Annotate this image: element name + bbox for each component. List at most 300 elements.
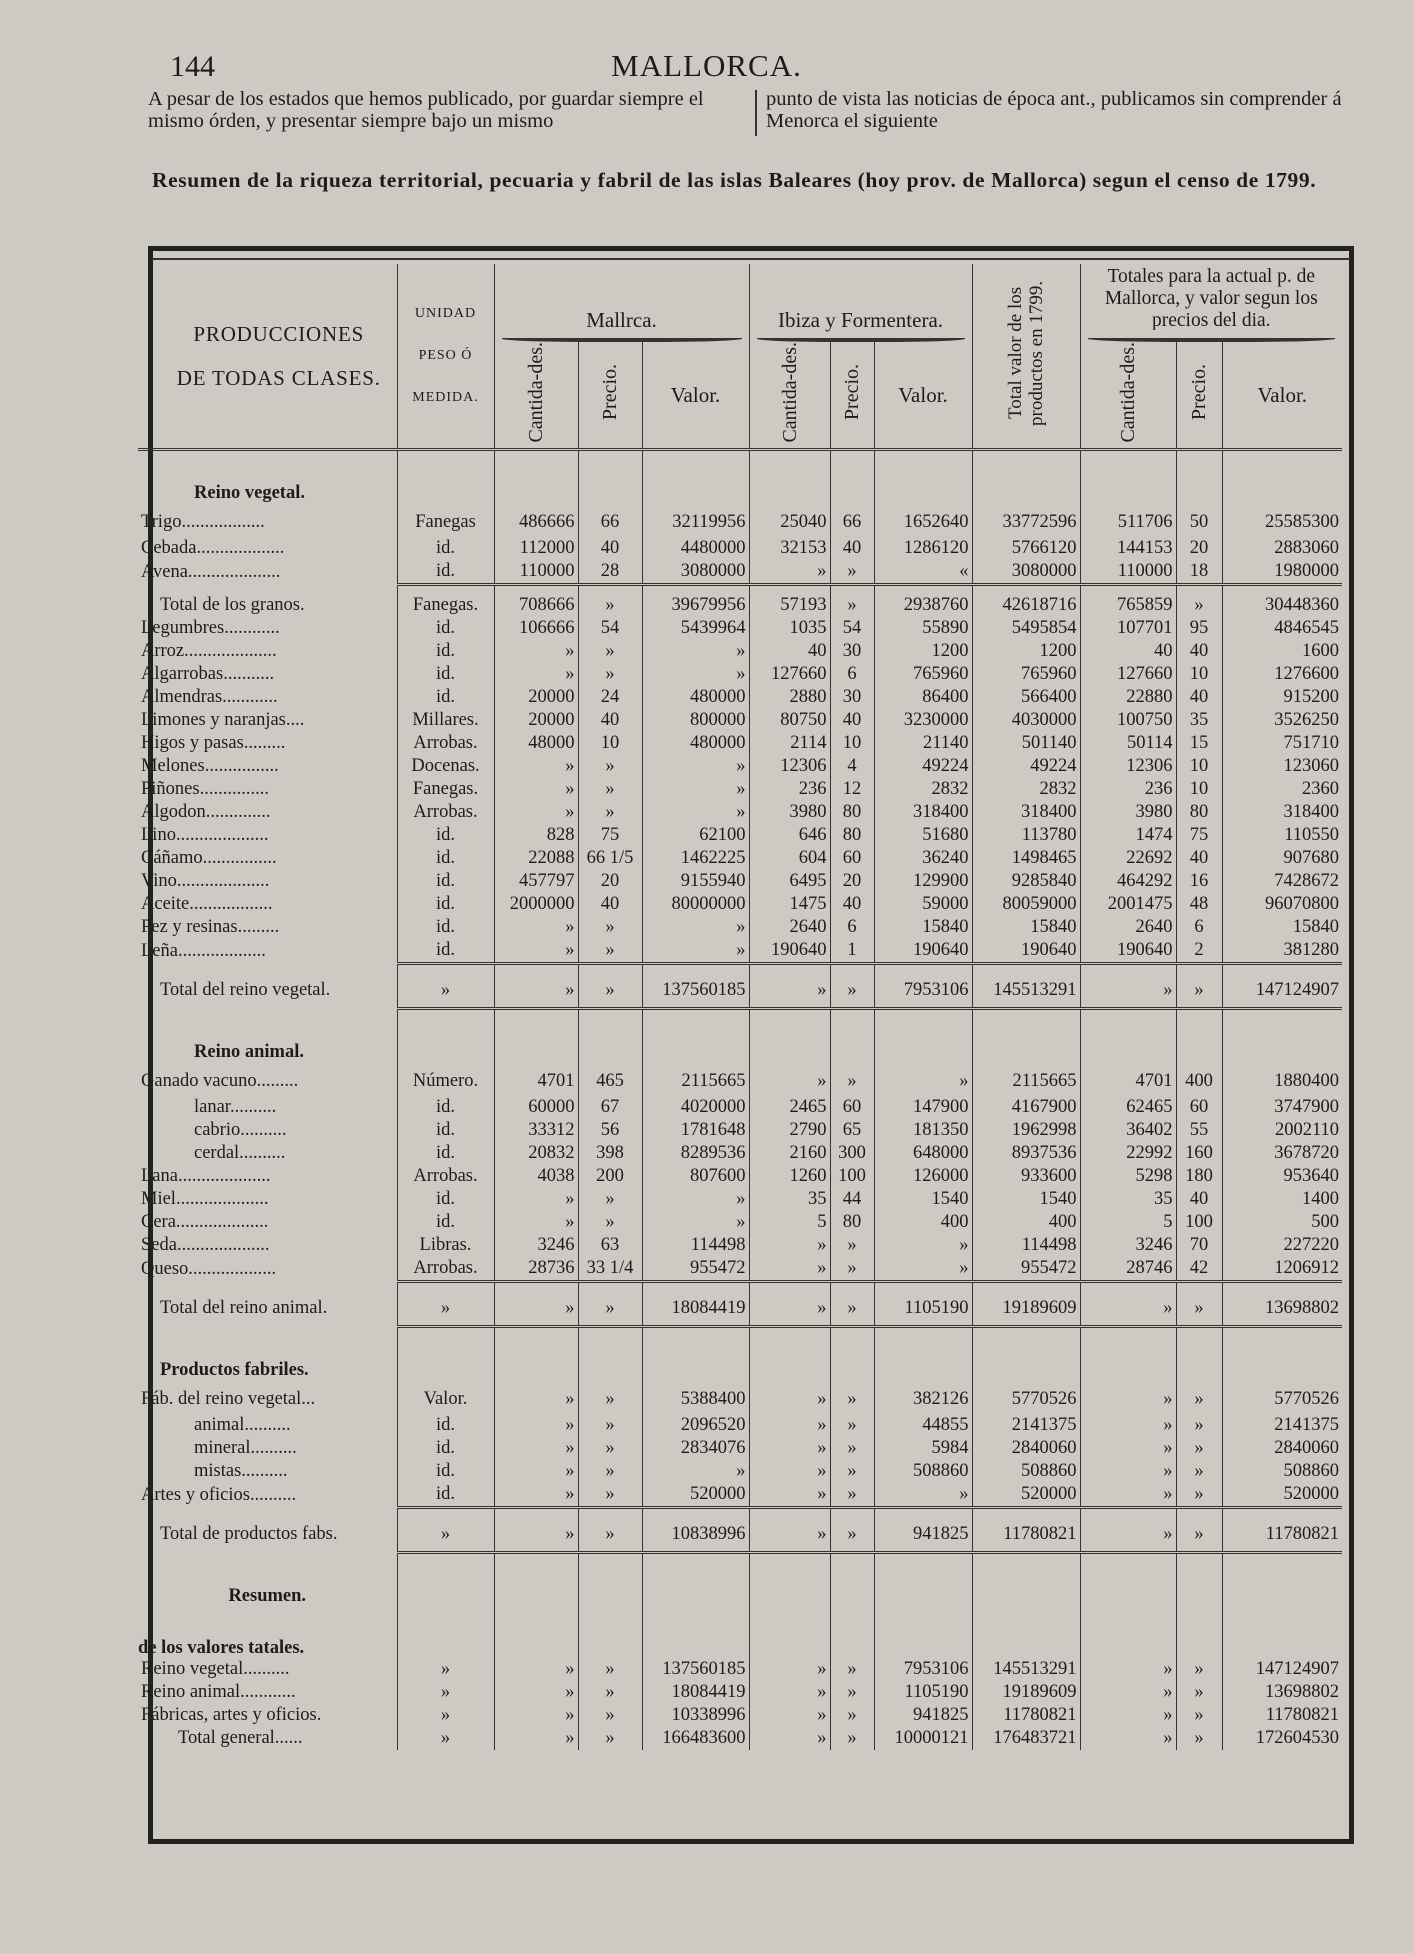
cell-mallorca-precio: » — [578, 1681, 642, 1704]
cell-actual-precio: 40 — [1176, 686, 1222, 709]
cell-total-valor-1799: 1540 — [972, 1188, 1080, 1211]
cell-mallorca-valor: » — [642, 1460, 749, 1483]
cell-total-valor-1799: 5770526 — [972, 1384, 1080, 1414]
cell-mallorca-precio: » — [578, 778, 642, 801]
cell-ibiza-precio: 80 — [830, 801, 874, 824]
column-divider — [755, 90, 757, 136]
header-cantidades — [494, 342, 578, 449]
cell-mallorca-valor: 807600 — [642, 1165, 749, 1188]
cell-producto: Melones................ — [141, 756, 279, 777]
cell-actual-precio: 100 — [1176, 1211, 1222, 1234]
cell-mallorca-cantidad: » — [494, 1460, 578, 1483]
cell-ibiza-valor: 400 — [874, 1211, 972, 1234]
section-header — [138, 459, 1342, 507]
cell-producto: Miel.................... — [141, 1189, 269, 1210]
cell-total-valor-1799: 2115665 — [972, 1066, 1080, 1096]
cell-actual-cantidad: 511706 — [1080, 507, 1176, 537]
cell-mallorca-cantidad: 4038 — [494, 1165, 578, 1188]
cell-mallorca-valor: 800000 — [642, 709, 749, 732]
cell-actual-valor: 1400 — [1222, 1188, 1342, 1211]
cell-ibiza-cantidad: 12306 — [749, 755, 830, 778]
cell-total-valor-1799: 955472 — [972, 1257, 1080, 1282]
cell-ibiza-precio: 10 — [830, 732, 874, 755]
cell-mallorca-precio: » — [578, 916, 642, 939]
cell-producto: Total de los granos. — [160, 595, 305, 616]
cell-ibiza-cantidad: » — [749, 1234, 830, 1257]
cell-mallorca-valor: » — [642, 939, 749, 964]
row-rule — [138, 1507, 1342, 1517]
cell-actual-precio: » — [1176, 1414, 1222, 1437]
cell-actual-cantidad: » — [1080, 1460, 1176, 1483]
cell-mallorca-precio: » — [578, 1437, 642, 1460]
cell-mallorca-precio: » — [578, 755, 642, 778]
cell-actual-precio: 42 — [1176, 1257, 1222, 1282]
cell-ibiza-cantidad: » — [749, 1257, 830, 1282]
cell-mallorca-cantidad: 110000 — [494, 560, 578, 585]
brace — [757, 334, 965, 342]
cell-actual-precio: 70 — [1176, 1234, 1222, 1257]
cell-actual-precio: 10 — [1176, 755, 1222, 778]
cell-unidad: id. — [397, 537, 494, 560]
cell-actual-precio: » — [1176, 1483, 1222, 1508]
cell-mallorca-valor: 2834076 — [642, 1437, 749, 1460]
cell-mallorca-valor: 2096520 — [642, 1414, 749, 1437]
cell-ibiza-valor: 765960 — [874, 663, 972, 686]
header-cantidades-label: Cantida-des. — [1117, 342, 1140, 443]
cell-actual-cantidad: 190640 — [1080, 939, 1176, 964]
cell-total-valor-1799: 520000 — [972, 1483, 1080, 1508]
cell-mallorca-cantidad: » — [494, 1517, 578, 1553]
cell-mallorca-valor: 18084419 — [642, 1681, 749, 1704]
table-row — [138, 801, 1342, 824]
cell-mallorca-cantidad: » — [494, 1211, 578, 1234]
cell-ibiza-precio: » — [830, 1384, 874, 1414]
cell-actual-cantidad: 3980 — [1080, 801, 1176, 824]
cell-mallorca-precio: 33 1/4 — [578, 1257, 642, 1282]
header-valor: Valor. — [874, 342, 972, 449]
cell-producto: Trigo.................. — [141, 511, 265, 532]
cell-actual-precio: » — [1176, 1291, 1222, 1327]
cell-actual-valor: 110550 — [1222, 824, 1342, 847]
cell-mallorca-valor: 520000 — [642, 1483, 749, 1508]
cell-total-valor-1799: 11780821 — [972, 1517, 1080, 1553]
cell-mallorca-cantidad: » — [494, 973, 578, 1009]
cell-ibiza-valor: 15840 — [874, 916, 972, 939]
cell-mallorca-valor: 39679956 — [642, 594, 749, 617]
table-row — [138, 1460, 1342, 1483]
cell-mallorca-precio: » — [578, 1460, 642, 1483]
cell-actual-valor: 381280 — [1222, 939, 1342, 964]
cell-unidad: id. — [397, 1096, 494, 1119]
cell-mallorca-precio: 56 — [578, 1119, 642, 1142]
cell-actual-precio: 75 — [1176, 824, 1222, 847]
cell-ibiza-valor: 129900 — [874, 870, 972, 893]
cell-actual-cantidad: » — [1080, 1483, 1176, 1508]
cell-ibiza-precio: » — [830, 1414, 874, 1437]
cell-mallorca-cantidad: » — [494, 663, 578, 686]
cell-ibiza-valor: 5984 — [874, 1437, 972, 1460]
cell-actual-valor: 2141375 — [1222, 1414, 1342, 1437]
page-number: 144 — [170, 50, 215, 83]
cell-ibiza-cantidad: » — [749, 1704, 830, 1727]
cell-producto: Cebada................... — [141, 538, 285, 559]
cell-actual-cantidad: 22992 — [1080, 1142, 1176, 1165]
cell-ibiza-valor: 1540 — [874, 1188, 972, 1211]
cell-unidad: Arrobas. — [397, 801, 494, 824]
cell-producto: Aceite.................. — [141, 894, 273, 915]
cell-unidad: Arrobas. — [397, 1165, 494, 1188]
table-row — [138, 1165, 1342, 1188]
cell-actual-valor: 147124907 — [1222, 973, 1342, 1009]
cell-mallorca-valor: » — [642, 801, 749, 824]
cell-ibiza-precio: 66 — [830, 507, 874, 537]
cell-producto: Higos y pasas......... — [141, 733, 286, 754]
cell-ibiza-valor: 941825 — [874, 1704, 972, 1727]
table-row — [138, 778, 1342, 801]
cell-ibiza-precio: 80 — [830, 824, 874, 847]
cell-mallorca-precio: 66 — [578, 507, 642, 537]
cell-actual-cantidad: 40 — [1080, 640, 1176, 663]
cell-ibiza-precio: 1 — [830, 939, 874, 964]
cell-total-valor-1799: 1200 — [972, 640, 1080, 663]
cell-ibiza-valor: 21140 — [874, 732, 972, 755]
cell-actual-precio: » — [1176, 973, 1222, 1009]
cell-producto: Fábricas, artes y oficios. — [141, 1705, 322, 1726]
table-row — [138, 1517, 1342, 1553]
table-row — [138, 1483, 1342, 1508]
cell-unidad: Fanegas — [397, 507, 494, 537]
cell-actual-valor: 15840 — [1222, 916, 1342, 939]
cell-actual-precio: » — [1176, 1437, 1222, 1460]
cell-mallorca-precio: » — [578, 1727, 642, 1750]
cell-ibiza-cantidad: 646 — [749, 824, 830, 847]
cell-producto: Vino.................... — [141, 871, 270, 892]
cell-mallorca-cantidad: » — [494, 939, 578, 964]
header-cantidades — [749, 342, 830, 449]
cell-unidad: id. — [397, 663, 494, 686]
cell-actual-precio: 80 — [1176, 801, 1222, 824]
cell-actual-precio: 18 — [1176, 560, 1222, 585]
table-row — [138, 1234, 1342, 1257]
cell-ibiza-cantidad: » — [749, 1384, 830, 1414]
cell-actual-valor: 13698802 — [1222, 1291, 1342, 1327]
cell-unidad: Arrobas. — [397, 1257, 494, 1282]
cell-ibiza-precio: 54 — [830, 617, 874, 640]
cell-ibiza-valor: 86400 — [874, 686, 972, 709]
cell-producto: Algodon.............. — [141, 802, 271, 823]
cell-mallorca-precio: 200 — [578, 1165, 642, 1188]
cell-actual-cantidad: 28746 — [1080, 1257, 1176, 1282]
cell-mallorca-cantidad: » — [494, 1658, 578, 1681]
cell-mallorca-valor: » — [642, 640, 749, 663]
cell-actual-precio: 48 — [1176, 893, 1222, 916]
cell-mallorca-cantidad: 20000 — [494, 709, 578, 732]
header-ibiza — [749, 264, 972, 342]
cell-unidad: id. — [397, 1188, 494, 1211]
cell-ibiza-cantidad: » — [749, 973, 830, 1009]
section-header — [138, 1336, 1342, 1384]
intro-text-right: punto de vista las noticias de época ant., publicamos sin comprender á Menorca el siguiente — [766, 88, 1342, 132]
cell-actual-valor: 2360 — [1222, 778, 1342, 801]
header-totales-label: Totales para la actual p. de Mallorca, y valor segun los precios del dia. — [1104, 266, 1318, 330]
cell-actual-cantidad: 22880 — [1080, 686, 1176, 709]
cell-ibiza-valor: 59000 — [874, 893, 972, 916]
cell-ibiza-precio: » — [830, 1681, 874, 1704]
cell-mallorca-cantidad: » — [494, 916, 578, 939]
cell-unidad: id. — [397, 939, 494, 964]
header-precio — [578, 342, 642, 449]
cell-total-valor-1799: 765960 — [972, 663, 1080, 686]
cell-producto: Artes y oficios.......... — [141, 1484, 297, 1505]
cell-ibiza-valor: 44855 — [874, 1414, 972, 1437]
cell-ibiza-cantidad: 604 — [749, 847, 830, 870]
section-header — [138, 1562, 1342, 1610]
header-precio-label: Precio. — [599, 364, 621, 421]
cell-ibiza-precio: » — [830, 560, 874, 585]
cell-mallorca-cantidad: » — [494, 1681, 578, 1704]
section-resumen-subtitle: de los valores tatales. — [138, 1637, 305, 1658]
cell-unidad: » — [397, 1727, 494, 1750]
cell-ibiza-cantidad: 2114 — [749, 732, 830, 755]
cell-mallorca-precio: 24 — [578, 686, 642, 709]
cell-mallorca-precio: 10 — [578, 732, 642, 755]
cell-ibiza-valor: 126000 — [874, 1165, 972, 1188]
cell-actual-precio: 400 — [1176, 1066, 1222, 1096]
cell-actual-valor: 30448360 — [1222, 594, 1342, 617]
table-row — [138, 1681, 1342, 1704]
header-precio — [1176, 342, 1222, 449]
cell-actual-precio: 160 — [1176, 1142, 1222, 1165]
cell-actual-valor: 3678720 — [1222, 1142, 1342, 1165]
cell-producto: mistas.......... — [194, 1461, 288, 1482]
cell-ibiza-precio: 30 — [830, 640, 874, 663]
cell-total-valor-1799: 318400 — [972, 801, 1080, 824]
cell-actual-valor: 508860 — [1222, 1460, 1342, 1483]
cell-ibiza-valor: » — [874, 1234, 972, 1257]
cell-producto: Seda.................... — [141, 1235, 270, 1256]
cell-producto: Queso................... — [141, 1258, 277, 1279]
cell-producto: Piñones............... — [141, 779, 269, 800]
cell-actual-valor: 227220 — [1222, 1234, 1342, 1257]
cell-actual-valor: 751710 — [1222, 732, 1342, 755]
cell-ibiza-valor: » — [874, 1066, 972, 1096]
cell-actual-valor: 1880400 — [1222, 1066, 1342, 1096]
cell-producto: Reino animal............ — [141, 1682, 296, 1703]
cell-ibiza-valor: 7953106 — [874, 1658, 972, 1681]
cell-mallorca-precio: » — [578, 973, 642, 1009]
cell-total-valor-1799: 1498465 — [972, 847, 1080, 870]
cell-ibiza-cantidad: » — [749, 1437, 830, 1460]
cell-ibiza-precio: 12 — [830, 778, 874, 801]
cell-ibiza-cantidad: 32153 — [749, 537, 830, 560]
cell-mallorca-valor: 5388400 — [642, 1384, 749, 1414]
cell-mallorca-precio: » — [578, 1483, 642, 1508]
cell-actual-valor: 1980000 — [1222, 560, 1342, 585]
cell-mallorca-precio: 54 — [578, 617, 642, 640]
section-productos-fabriles: Productos fabriles. — [160, 1359, 309, 1380]
brace — [502, 334, 742, 342]
table-row — [138, 870, 1342, 893]
table-row — [138, 755, 1342, 778]
cell-mallorca-cantidad: 828 — [494, 824, 578, 847]
cell-producto: Legumbres............ — [141, 618, 280, 639]
cell-total-valor-1799: 5495854 — [972, 617, 1080, 640]
cell-unidad: » — [397, 1658, 494, 1681]
cell-producto: Leña................... — [141, 940, 266, 961]
cell-mallorca-valor: » — [642, 916, 749, 939]
header-cantidades-label: Cantida-des. — [525, 342, 547, 443]
cell-mallorca-cantidad: 112000 — [494, 537, 578, 560]
cell-actual-valor: 907680 — [1222, 847, 1342, 870]
cell-actual-precio: 35 — [1176, 709, 1222, 732]
cell-total-valor-1799: 145513291 — [972, 1658, 1080, 1681]
cell-actual-valor: 172604530 — [1222, 1727, 1342, 1750]
cell-total-valor-1799: 15840 — [972, 916, 1080, 939]
cell-actual-cantidad: » — [1080, 1704, 1176, 1727]
cell-mallorca-precio: » — [578, 1704, 642, 1727]
cell-ibiza-cantidad: » — [749, 1460, 830, 1483]
cell-actual-valor: 500 — [1222, 1211, 1342, 1234]
cell-producto: Limones y naranjas.... — [141, 710, 305, 731]
cell-producto: Total del reino animal. — [160, 1298, 328, 1319]
table-row — [138, 1142, 1342, 1165]
header-ibiza-label: Ibiza y Formentera. — [778, 308, 944, 332]
cell-unidad: » — [397, 1291, 494, 1327]
header-producciones — [138, 264, 397, 449]
cell-unidad: Arrobas. — [397, 732, 494, 755]
cell-actual-precio: 40 — [1176, 847, 1222, 870]
cell-mallorca-cantidad: » — [494, 1291, 578, 1327]
cell-mallorca-precio: » — [578, 594, 642, 617]
cell-ibiza-cantidad: » — [749, 1066, 830, 1096]
cell-actual-precio: 15 — [1176, 732, 1222, 755]
cell-unidad: » — [397, 1681, 494, 1704]
cell-producto: Cera.................... — [141, 1212, 269, 1233]
cell-mallorca-cantidad: 60000 — [494, 1096, 578, 1119]
cell-unidad: » — [397, 973, 494, 1009]
cell-total-valor-1799: 19189609 — [972, 1681, 1080, 1704]
cell-mallorca-cantidad: » — [494, 1704, 578, 1727]
header-producciones-1: PRODUCCIONES — [193, 321, 365, 346]
frame-rule — [152, 258, 1350, 260]
header-mallorca-label: Mallrca. — [586, 308, 657, 332]
cell-mallorca-cantidad: » — [494, 1384, 578, 1414]
cell-actual-valor: 1276600 — [1222, 663, 1342, 686]
cell-producto: Total del reino vegetal. — [160, 980, 331, 1001]
table-row — [138, 847, 1342, 870]
section-header — [138, 1018, 1342, 1066]
cell-ibiza-precio: » — [830, 1704, 874, 1727]
table-row — [138, 709, 1342, 732]
cell-unidad: Fanegas. — [397, 778, 494, 801]
cell-actual-precio: 60 — [1176, 1096, 1222, 1119]
cell-total-valor-1799: 566400 — [972, 686, 1080, 709]
cell-mallorca-cantidad: 20000 — [494, 686, 578, 709]
cell-mallorca-valor: » — [642, 778, 749, 801]
table-row — [138, 1414, 1342, 1437]
header-cantidades — [1080, 342, 1176, 449]
cell-total-valor-1799: 11780821 — [972, 1704, 1080, 1727]
cell-actual-valor: 2883060 — [1222, 537, 1342, 560]
cell-ibiza-valor: 941825 — [874, 1517, 972, 1553]
cell-actual-cantidad: 144153 — [1080, 537, 1176, 560]
cell-actual-cantidad: » — [1080, 1517, 1176, 1553]
cell-mallorca-valor: 1781648 — [642, 1119, 749, 1142]
running-head: MALLORCA. — [611, 48, 802, 83]
cell-actual-cantidad: 36402 — [1080, 1119, 1176, 1142]
cell-ibiza-valor: 318400 — [874, 801, 972, 824]
cell-actual-valor: 96070800 — [1222, 893, 1342, 916]
cell-actual-precio: 20 — [1176, 537, 1222, 560]
cell-total-valor-1799: 3080000 — [972, 560, 1080, 585]
cell-ibiza-precio: » — [830, 1727, 874, 1750]
cell-mallorca-cantidad: » — [494, 1414, 578, 1437]
cell-producto: animal.......... — [194, 1415, 291, 1436]
cell-actual-precio: 10 — [1176, 778, 1222, 801]
cell-ibiza-precio: 6 — [830, 916, 874, 939]
table-row — [138, 507, 1342, 537]
cell-ibiza-precio: » — [830, 1460, 874, 1483]
cell-unidad: id. — [397, 847, 494, 870]
cell-producto: Total general...... — [178, 1728, 303, 1749]
cell-ibiza-precio: » — [830, 1517, 874, 1553]
cell-unidad: Número. — [397, 1066, 494, 1096]
cell-mallorca-cantidad: » — [494, 755, 578, 778]
cell-unidad: id. — [397, 640, 494, 663]
cell-actual-precio: » — [1176, 594, 1222, 617]
cell-ibiza-precio: » — [830, 1483, 874, 1508]
cell-mallorca-precio: 75 — [578, 824, 642, 847]
header-unidad-1: UNIDAD — [414, 305, 477, 321]
table-row — [138, 732, 1342, 755]
cell-ibiza-cantidad: » — [749, 1681, 830, 1704]
table-row — [138, 686, 1342, 709]
cell-mallorca-cantidad: » — [494, 801, 578, 824]
cell-ibiza-cantidad: 40 — [749, 640, 830, 663]
cell-mallorca-cantidad: » — [494, 1437, 578, 1460]
header-rule — [138, 449, 1342, 459]
header-valor: Valor. — [1222, 342, 1342, 449]
table-row — [138, 1704, 1342, 1727]
cell-actual-precio: 16 — [1176, 870, 1222, 893]
cell-ibiza-precio: » — [830, 594, 874, 617]
table-row — [138, 1384, 1342, 1414]
cell-mallorca-precio: » — [578, 1414, 642, 1437]
cell-unidad: id. — [397, 893, 494, 916]
census-table — [138, 264, 1342, 1750]
cell-mallorca-valor: 166483600 — [642, 1727, 749, 1750]
cell-mallorca-precio: » — [578, 1291, 642, 1327]
header-total-valor-label: Total valor de los productos en 1799. — [1005, 280, 1048, 426]
cell-mallorca-valor: 137560185 — [642, 1658, 749, 1681]
cell-total-valor-1799: 400 — [972, 1211, 1080, 1234]
cell-mallorca-precio: 63 — [578, 1234, 642, 1257]
cell-total-valor-1799: 42618716 — [972, 594, 1080, 617]
table-heading: Resumen de la riqueza territorial, pecuaria y fabril de las islas Baleares (hoy prov. de Mallorca) segun el censo de 1799. — [152, 168, 1317, 192]
cell-ibiza-precio: » — [830, 973, 874, 1009]
header-producciones-2: DE TODAS CLASES. — [176, 365, 381, 390]
cell-ibiza-valor: 181350 — [874, 1119, 972, 1142]
cell-mallorca-cantidad: 20832 — [494, 1142, 578, 1165]
cell-producto: Total de productos fabs. — [160, 1524, 338, 1545]
cell-producto: Lino.................... — [141, 825, 269, 846]
cell-ibiza-cantidad: 2465 — [749, 1096, 830, 1119]
section-reino-vegetal: Reino vegetal. — [194, 482, 305, 503]
cell-actual-cantidad: 50114 — [1080, 732, 1176, 755]
cell-ibiza-precio: 60 — [830, 1096, 874, 1119]
cell-unidad: id. — [397, 916, 494, 939]
cell-mallorca-valor: 480000 — [642, 732, 749, 755]
